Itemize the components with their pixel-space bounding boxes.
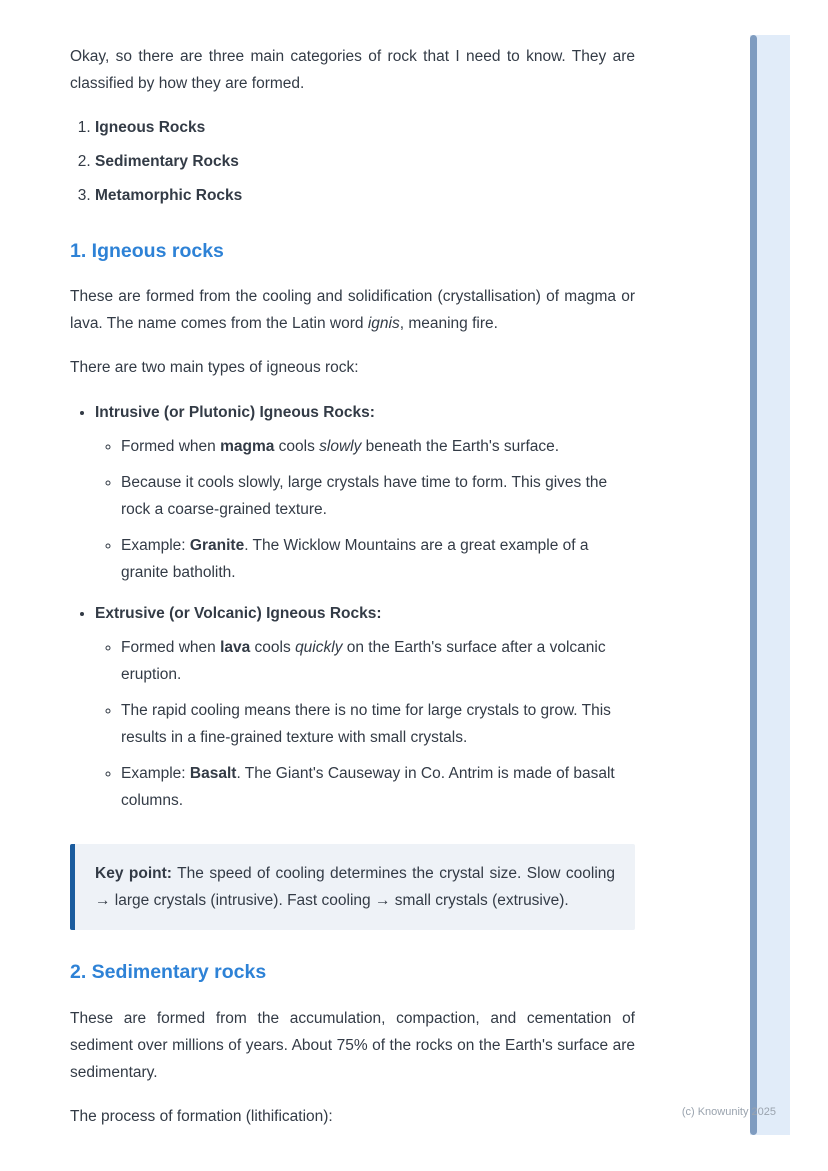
text-run: There are two main types of igneous rock: (70, 359, 359, 377)
igneous-intro-paragraph (70, 283, 635, 337)
text-run: cools (274, 438, 320, 456)
igneous-types-list (70, 399, 635, 814)
text-run: ignis (367, 315, 400, 333)
intrusive-points (95, 433, 635, 586)
text-run: Because it cools slowly, large crystals have time to form. This gives the rock a coarse-grained texture. (121, 474, 608, 519)
heading-sedimentary-rocks: 2. Sedimentary rocks (70, 961, 267, 984)
list-item-text (95, 187, 242, 204)
text-run: Okay, so there are three main categories of rock that I need to know. They are classified by how they are formed. (70, 48, 635, 92)
text-run: Granite (189, 537, 245, 555)
text-run: magma (220, 438, 275, 456)
text-run: Intrusive (or Plutonic) Igneous Rocks: (95, 404, 375, 422)
text-run: Basalt (189, 765, 237, 783)
key-point-callout (70, 844, 635, 930)
igneous-types-paragraph (70, 354, 635, 381)
text-run: Igneous Rocks (95, 119, 206, 136)
text-run: The speed of cooling determines the crystal size. Slow cooling → large crystals (intrusive). Fast cooling → small crystals (extrusive). (95, 865, 616, 910)
scrollbar-track[interactable] (750, 35, 790, 1135)
list-item-igneous (95, 114, 635, 141)
text-run: The process of formation (lithification): (70, 1107, 333, 1125)
note-content (70, 26, 635, 1147)
text-run: Formed when (121, 438, 221, 456)
text-run: Formed when (121, 639, 221, 657)
text-run: , meaning fire. (399, 315, 498, 333)
text-run: Example: (121, 765, 190, 783)
list-item-text (95, 119, 205, 136)
sub-point (121, 760, 635, 814)
list-item-metamorphic (95, 182, 635, 209)
text-run: lava (220, 639, 251, 657)
heading-igneous-rocks: 1. Igneous rocks (70, 240, 224, 262)
text-run: slowly (319, 438, 362, 456)
scrollbar-thumb[interactable] (750, 35, 757, 1135)
extrusive-item (95, 600, 635, 814)
text-run: . The Wicklow Mountains are a great example of a granite batholith. (121, 537, 589, 582)
intrusive-title (95, 404, 375, 421)
text-run: Metamorphic Rocks (95, 187, 243, 204)
copyright-footer: (c) Knowunity 2025 (681, 1106, 776, 1118)
sub-point (121, 469, 635, 523)
text-run: These are formed from the accumulation, compaction, and cementation of sediment over millions of years. About 75% of the rocks on the Earth's surface are sedimentary. (70, 1009, 635, 1081)
text-run: The rapid cooling means there is no time for large crystals to grow. This results in a fine-grained texture with small crystals. (121, 702, 611, 747)
sedimentary-intro-paragraph (70, 1005, 635, 1086)
text-run: Sedimentary Rocks (95, 153, 239, 170)
extrusive-points (95, 634, 635, 814)
text-run: beneath the Earth's surface. (361, 438, 560, 456)
lithification-paragraph (70, 1103, 635, 1130)
rock-categories-list (70, 114, 635, 209)
intrusive-item (95, 399, 635, 586)
sub-point (121, 532, 635, 586)
list-item-text (95, 153, 239, 170)
text-run: Extrusive (or Volcanic) Igneous Rocks: (95, 605, 382, 623)
sub-point (121, 634, 635, 688)
text-run: Example: (121, 537, 190, 555)
text-run: quickly (295, 639, 343, 657)
text-run: These are formed from the cooling and solidification (crystallisation) of magma or lava. The name comes from the Latin word (70, 288, 635, 333)
list-item-sedimentary (95, 148, 635, 175)
intro-paragraph (70, 43, 635, 97)
key-point-text (95, 860, 615, 914)
text-run: Key point: (95, 865, 172, 883)
text-run: cools (250, 639, 296, 657)
text-run: on the Earth's surface after a volcanic eruption. (121, 639, 606, 684)
text-run: . The Giant's Causeway in Co. Antrim is made of basalt columns. (121, 765, 615, 810)
extrusive-title (95, 605, 382, 622)
sub-point (121, 433, 635, 460)
sub-point (121, 697, 635, 751)
